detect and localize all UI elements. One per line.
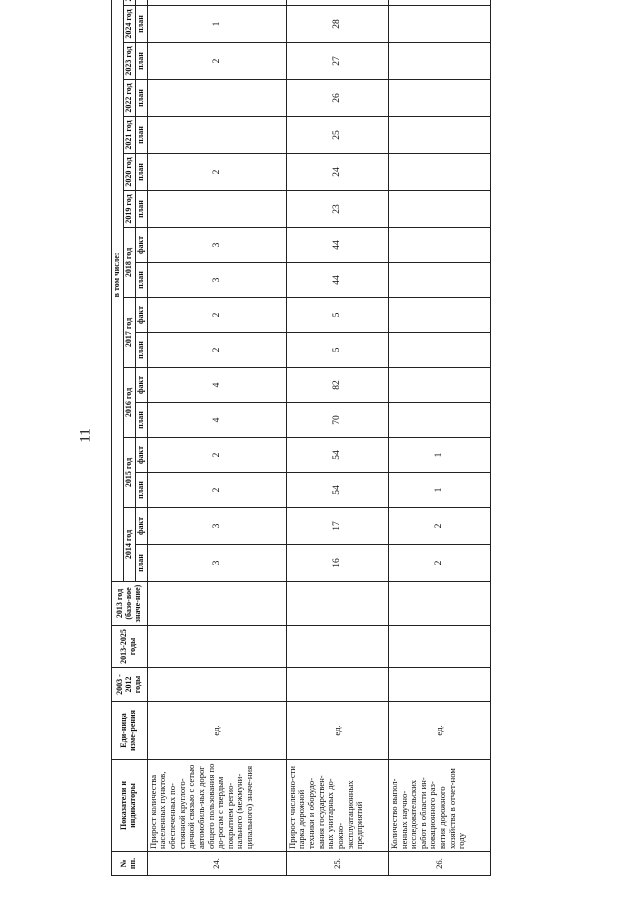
header-plan: план xyxy=(135,263,147,298)
value-cell xyxy=(147,626,286,668)
plan-2021: 25 xyxy=(286,117,388,154)
header-2003-2012: 2003 - 2012 годы xyxy=(112,668,148,702)
fact-2018: 44 xyxy=(286,228,388,263)
fact-2018 xyxy=(388,228,490,263)
header-2025 xyxy=(123,0,135,6)
header-2020: 2020 год xyxy=(123,154,135,191)
header-fact: факт xyxy=(135,438,147,473)
fact-2015: 54 xyxy=(286,438,388,473)
plan-2022 xyxy=(388,80,490,117)
value-cell xyxy=(388,626,490,668)
indicator-name: Количество выпол-ненных научно-исследовательских работ в области ин-новационного раз-вития дорожного хозяйства в отчет-ном году xyxy=(388,760,490,852)
page-number: 11 xyxy=(77,428,94,443)
fact-2018: 3 xyxy=(147,228,286,263)
header-fact: факт xyxy=(135,228,147,263)
header-2023: 2023 год xyxy=(123,43,135,80)
plan-2024: 28 xyxy=(286,6,388,43)
row-number: 25. xyxy=(286,852,388,876)
plan-2018 xyxy=(388,263,490,298)
header-plan: план xyxy=(135,191,147,228)
plan-2021 xyxy=(388,117,490,154)
table-row xyxy=(286,0,388,876)
plan-2017: 5 xyxy=(286,333,388,368)
plan-2015: 2 xyxy=(147,473,286,508)
row-number: 24. xyxy=(147,852,286,876)
plan-2024: 1 xyxy=(147,6,286,43)
header-fact: факт xyxy=(135,298,147,333)
header-plan: план xyxy=(135,80,147,117)
header-2017: 2017 год xyxy=(123,298,135,368)
table-row xyxy=(388,0,490,876)
plan-2021 xyxy=(147,117,286,154)
plan-2022: 26 xyxy=(286,80,388,117)
plan-2017 xyxy=(388,333,490,368)
plan-2018: 44 xyxy=(286,263,388,298)
fact-2015: 1 xyxy=(388,438,490,473)
plan-2018: 3 xyxy=(147,263,286,298)
plan-2025 xyxy=(286,0,388,6)
plan-2025 xyxy=(147,0,286,6)
indicator-name: Прирост количества населенных пунктов, обеспеченных по-стоянной круглого-дичной связью с сетью автомобиль-ных дорог общего пользования по до-рогам с твердым покрытием регио-нального (межмуни-ципального) значе-ния xyxy=(147,760,286,852)
unit-cell: ед. xyxy=(388,702,490,760)
value-cell xyxy=(388,582,490,626)
header-no: № пп. xyxy=(112,852,148,876)
fact-2014: 17 xyxy=(286,508,388,545)
value-cell xyxy=(147,582,286,626)
fact-2016 xyxy=(388,368,490,403)
header-including: в том числе: xyxy=(112,0,124,582)
header-2013: 2013 год (базо-вое значе-ние) xyxy=(112,582,148,626)
plan-2014: 16 xyxy=(286,545,388,582)
fact-2017: 5 xyxy=(286,298,388,333)
header-2021: 2021 год xyxy=(123,117,135,154)
value-cell xyxy=(147,668,286,702)
plan-2016 xyxy=(388,403,490,438)
header-2018: 2018 год xyxy=(123,228,135,298)
plan-2024 xyxy=(388,6,490,43)
plan-2015: 54 xyxy=(286,473,388,508)
unit-cell: ед. xyxy=(286,702,388,760)
header-unit: Еди-ница изме-рения xyxy=(112,702,148,760)
value-cell xyxy=(286,668,388,702)
plan-2019 xyxy=(388,191,490,228)
indicators-table xyxy=(111,0,491,876)
plan-2015: 1 xyxy=(388,473,490,508)
plan-2020: 2 xyxy=(147,154,286,191)
plan-2023: 27 xyxy=(286,43,388,80)
header-row-1 xyxy=(112,0,124,876)
fact-2014: 3 xyxy=(147,508,286,545)
unit-cell: ед. xyxy=(147,702,286,760)
table-stage xyxy=(111,9,491,876)
header-plan: план xyxy=(135,6,147,43)
plan-2023: 2 xyxy=(147,43,286,80)
plan-2014: 2 xyxy=(388,545,490,582)
header-2013-2025: 2013-2025 годы xyxy=(112,626,148,668)
fact-2016: 82 xyxy=(286,368,388,403)
plan-2017: 2 xyxy=(147,333,286,368)
plan-2019: 23 xyxy=(286,191,388,228)
fact-2017: 2 xyxy=(147,298,286,333)
plan-2022 xyxy=(147,80,286,117)
indicator-name: Прирост численно-сти парка дорожной техники и оборудо-вания государствен-ных унитарных до-рожно-эксплуатационных предприятий xyxy=(286,760,388,852)
header-plan: план xyxy=(135,333,147,368)
plan-2019 xyxy=(147,191,286,228)
plan-2020: 24 xyxy=(286,154,388,191)
header-fact: факт xyxy=(135,508,147,545)
header-2015: 2015 год xyxy=(123,438,135,508)
plan-2016: 70 xyxy=(286,403,388,438)
header-2016: 2016 год xyxy=(123,368,135,438)
header-plan: план xyxy=(135,117,147,154)
header-fact: факт xyxy=(135,368,147,403)
header-plan: план xyxy=(135,43,147,80)
fact-2017 xyxy=(388,298,490,333)
table-row xyxy=(147,0,286,876)
row-number: 26. xyxy=(388,852,490,876)
value-cell xyxy=(286,626,388,668)
fact-2016: 4 xyxy=(147,368,286,403)
header-2014: 2014 год xyxy=(123,508,135,582)
value-cell xyxy=(286,582,388,626)
header-plan: план xyxy=(135,473,147,508)
table-body xyxy=(147,0,490,876)
plan-2025 xyxy=(388,0,490,6)
header-plan xyxy=(135,0,147,6)
plan-2020 xyxy=(388,154,490,191)
header-plan: план xyxy=(135,154,147,191)
fact-2014: 2 xyxy=(388,508,490,545)
header-2019: 2019 год xyxy=(123,191,135,228)
plan-2016: 4 xyxy=(147,403,286,438)
header-plan: план xyxy=(135,403,147,438)
header-plan: план xyxy=(135,545,147,582)
header-2024: 2024 год xyxy=(123,6,135,43)
header-indicator: Показатели и индикаторы xyxy=(112,760,148,852)
header-2022: 2022 год xyxy=(123,80,135,117)
value-cell xyxy=(388,668,490,702)
fact-2015: 2 xyxy=(147,438,286,473)
rotated-page xyxy=(111,9,491,876)
plan-2014: 3 xyxy=(147,545,286,582)
plan-2023 xyxy=(388,43,490,80)
